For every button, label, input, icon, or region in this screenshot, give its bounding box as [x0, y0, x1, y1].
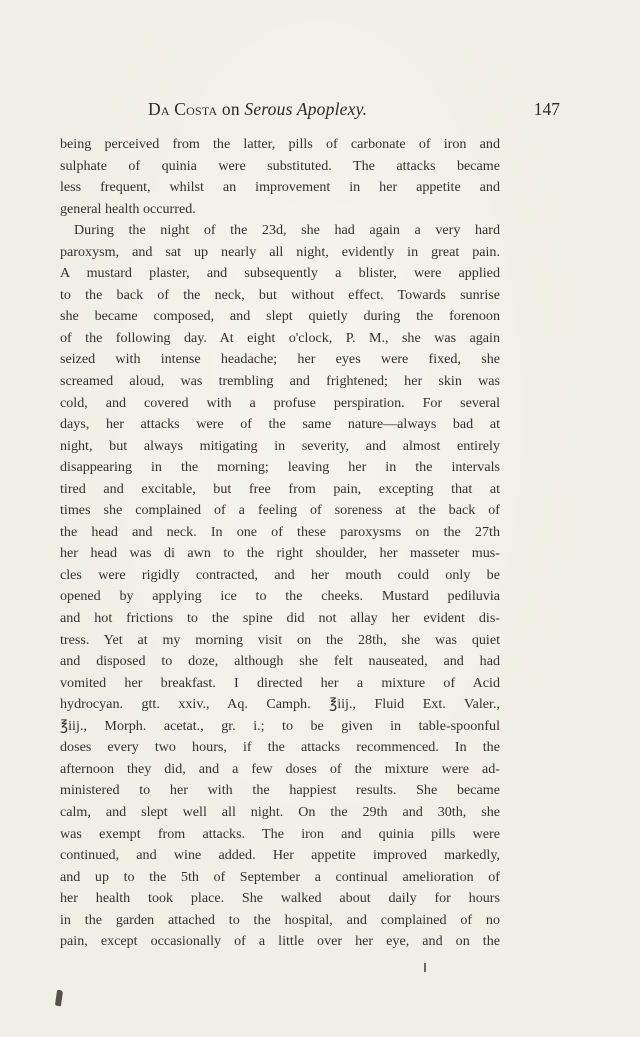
running-title: [148, 99, 367, 120]
paragraph-start-line: During the night of the 23d, she had again a very hard: [74, 222, 500, 239]
text-line: paroxysm, and sat up nearly all night, evidently in great pain.: [60, 243, 500, 260]
ink-speck: [55, 990, 63, 1007]
text-line: hydrocyan. gtt. xxiv., Aq. Camph. ℥iij., Fluid Ext. Valer.,: [60, 696, 500, 713]
header-title: Serous Apoplexy.: [244, 99, 368, 119]
text-line: to the back of the neck, but without effect. Towards sunrise: [60, 286, 500, 303]
text-line: she became composed, and slept quietly during the forenoon: [60, 308, 500, 325]
page-number: 147: [533, 99, 560, 119]
text-line: in the garden attached to the hospital, and complained of no: [60, 911, 500, 928]
text-line: ministered to her with the happiest results. She became: [60, 782, 500, 799]
text-line: tress. Yet at my morning visit on the 28th, she was quiet: [60, 631, 500, 648]
text-line: days, her attacks were of the same nature—always bad at: [60, 416, 500, 433]
body-text: [60, 134, 500, 953]
text-line: general health occurred.: [60, 200, 196, 217]
text-line: disappearing in the morning; leaving her in the intervals: [60, 459, 500, 476]
text-line: calm, and slept well all night. On the 29th and 30th, she: [60, 803, 500, 820]
text-line: of the following day. At eight o'clock, P. M., she was again: [60, 329, 500, 346]
text-line: and up to the 5th of September a continual amelioration of: [60, 868, 500, 885]
text-line: less frequent, whilst an improvement in her appetite and: [60, 179, 500, 196]
text-line: sulphate of quinia were substituted. The attacks became: [60, 157, 500, 174]
text-line: pain, except occasionally of a little over her eye, and on the: [60, 933, 500, 950]
text-line: was exempt from attacks. The iron and quinia pills were: [60, 825, 500, 842]
text-line: opened by applying ice to the cheeks. Mustard pediluvia: [60, 588, 500, 605]
running-header: [60, 97, 560, 123]
text-line: her head was di awn to the right shoulder, her masseter mus-: [60, 545, 500, 562]
header-author: Da Costa: [148, 99, 218, 119]
text-line: times she complained of a feeling of soreness at the back of: [60, 502, 500, 519]
text-line: continued, and wine added. Her appetite improved markedly,: [60, 847, 500, 864]
text-line: seized with intense headache; her eyes were fixed, she: [60, 351, 500, 368]
text-line: tired and excitable, but free from pain, excepting that at: [60, 480, 500, 497]
header-title-connector: on: [217, 99, 245, 119]
page-mark: [424, 963, 426, 972]
text-line: and hot frictions to the spine did not allay her evident dis-: [60, 610, 500, 627]
text-line: screamed aloud, was trembling and frightened; her skin was: [60, 373, 500, 390]
text-line: A mustard plaster, and subsequently a blister, were applied: [60, 265, 500, 282]
text-line: vomited her breakfast. I directed her a mixture of Acid: [60, 674, 500, 691]
text-line: and disposed to doze, although she felt nauseated, and had: [60, 653, 500, 670]
text-line: afternoon they did, and a few doses of the mixture were ad-: [60, 760, 500, 777]
text-line: night, but always mitigating in severity, and almost entirely: [60, 437, 500, 454]
text-line: cold, and covered with a profuse perspiration. For several: [60, 394, 500, 411]
text-line: the head and neck. In one of these paroxysms on the 27th: [60, 523, 500, 540]
text-line: being perceived from the latter, pills of carbonate of iron and: [60, 136, 500, 152]
text-line: cles were rigidly contracted, and her mouth could only be: [60, 566, 500, 583]
text-line: ℥iij., Morph. acetat., gr. i.; to be given in table-spoonful: [60, 717, 500, 734]
text-line: doses every two hours, if the attacks recommenced. In the: [60, 739, 500, 756]
text-line: her health took place. She walked about daily for hours: [60, 890, 500, 907]
